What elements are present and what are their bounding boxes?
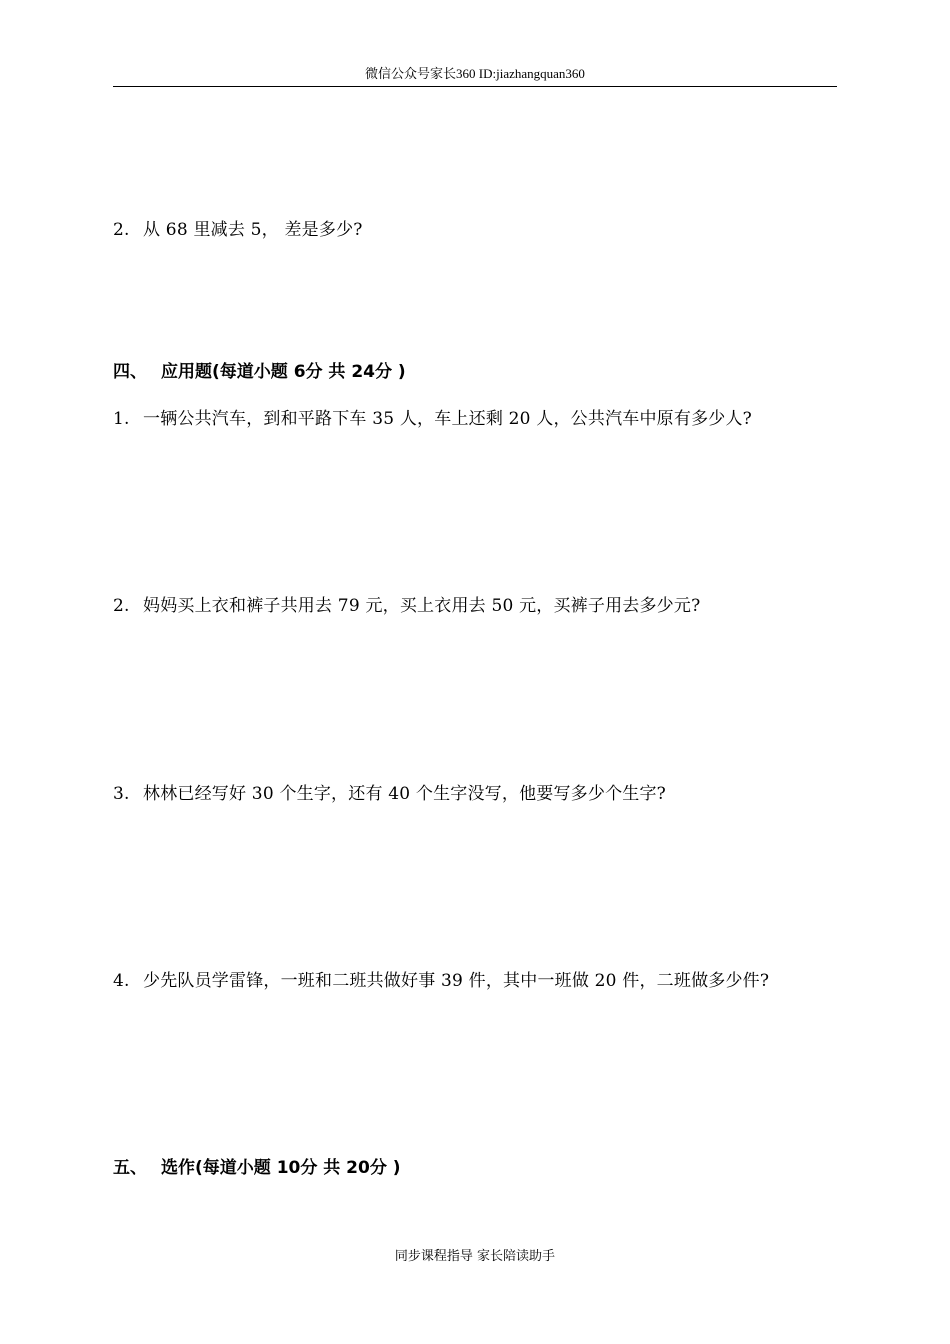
question-number: 2. [113,596,130,616]
section-number: 四、 [113,362,147,382]
question-text: 从 68 里减去 5， 差是多少? [143,220,363,240]
section-number: 五、 [113,1158,147,1178]
page-footer [0,1248,950,1266]
section-title: 应用题(每道小题 6分 共 24分 ) [161,362,406,382]
footer-text: 同步课程指导 家长陪读助手 [394,1249,556,1264]
page-header [113,66,837,87]
question-number: 4. [113,971,130,991]
question-4-4 [113,969,769,993]
question-3-2 [113,218,363,242]
question-text: 林林已经写好 30 个生字，还有 40 个生字没写，他要写多少个生字? [143,784,666,804]
question-4-1 [113,407,752,431]
question-4-3 [113,782,666,806]
section-5-heading [113,1156,401,1180]
question-text: 少先队员学雷锋，一班和二班共做好事 39 件，其中一班做 20 件，二班做多少件? [143,971,770,991]
question-number: 1. [113,409,130,429]
section-4-heading [113,360,406,384]
question-number: 3. [113,784,130,804]
question-number: 2. [113,220,130,240]
question-text: 妈妈买上衣和裤子共用去 79 元，买上衣用去 50 元，买裤子用去多少元? [143,596,701,616]
header-text: 微信公众号家长360 ID:jiazhangquan360 [365,66,585,81]
question-text: 一辆公共汽车，到和平路下车 35 人，车上还剩 20 人，公共汽车中原有多少人? [143,409,752,429]
question-4-2 [113,594,700,618]
section-title: 选作(每道小题 10分 共 20分 ) [161,1158,401,1178]
